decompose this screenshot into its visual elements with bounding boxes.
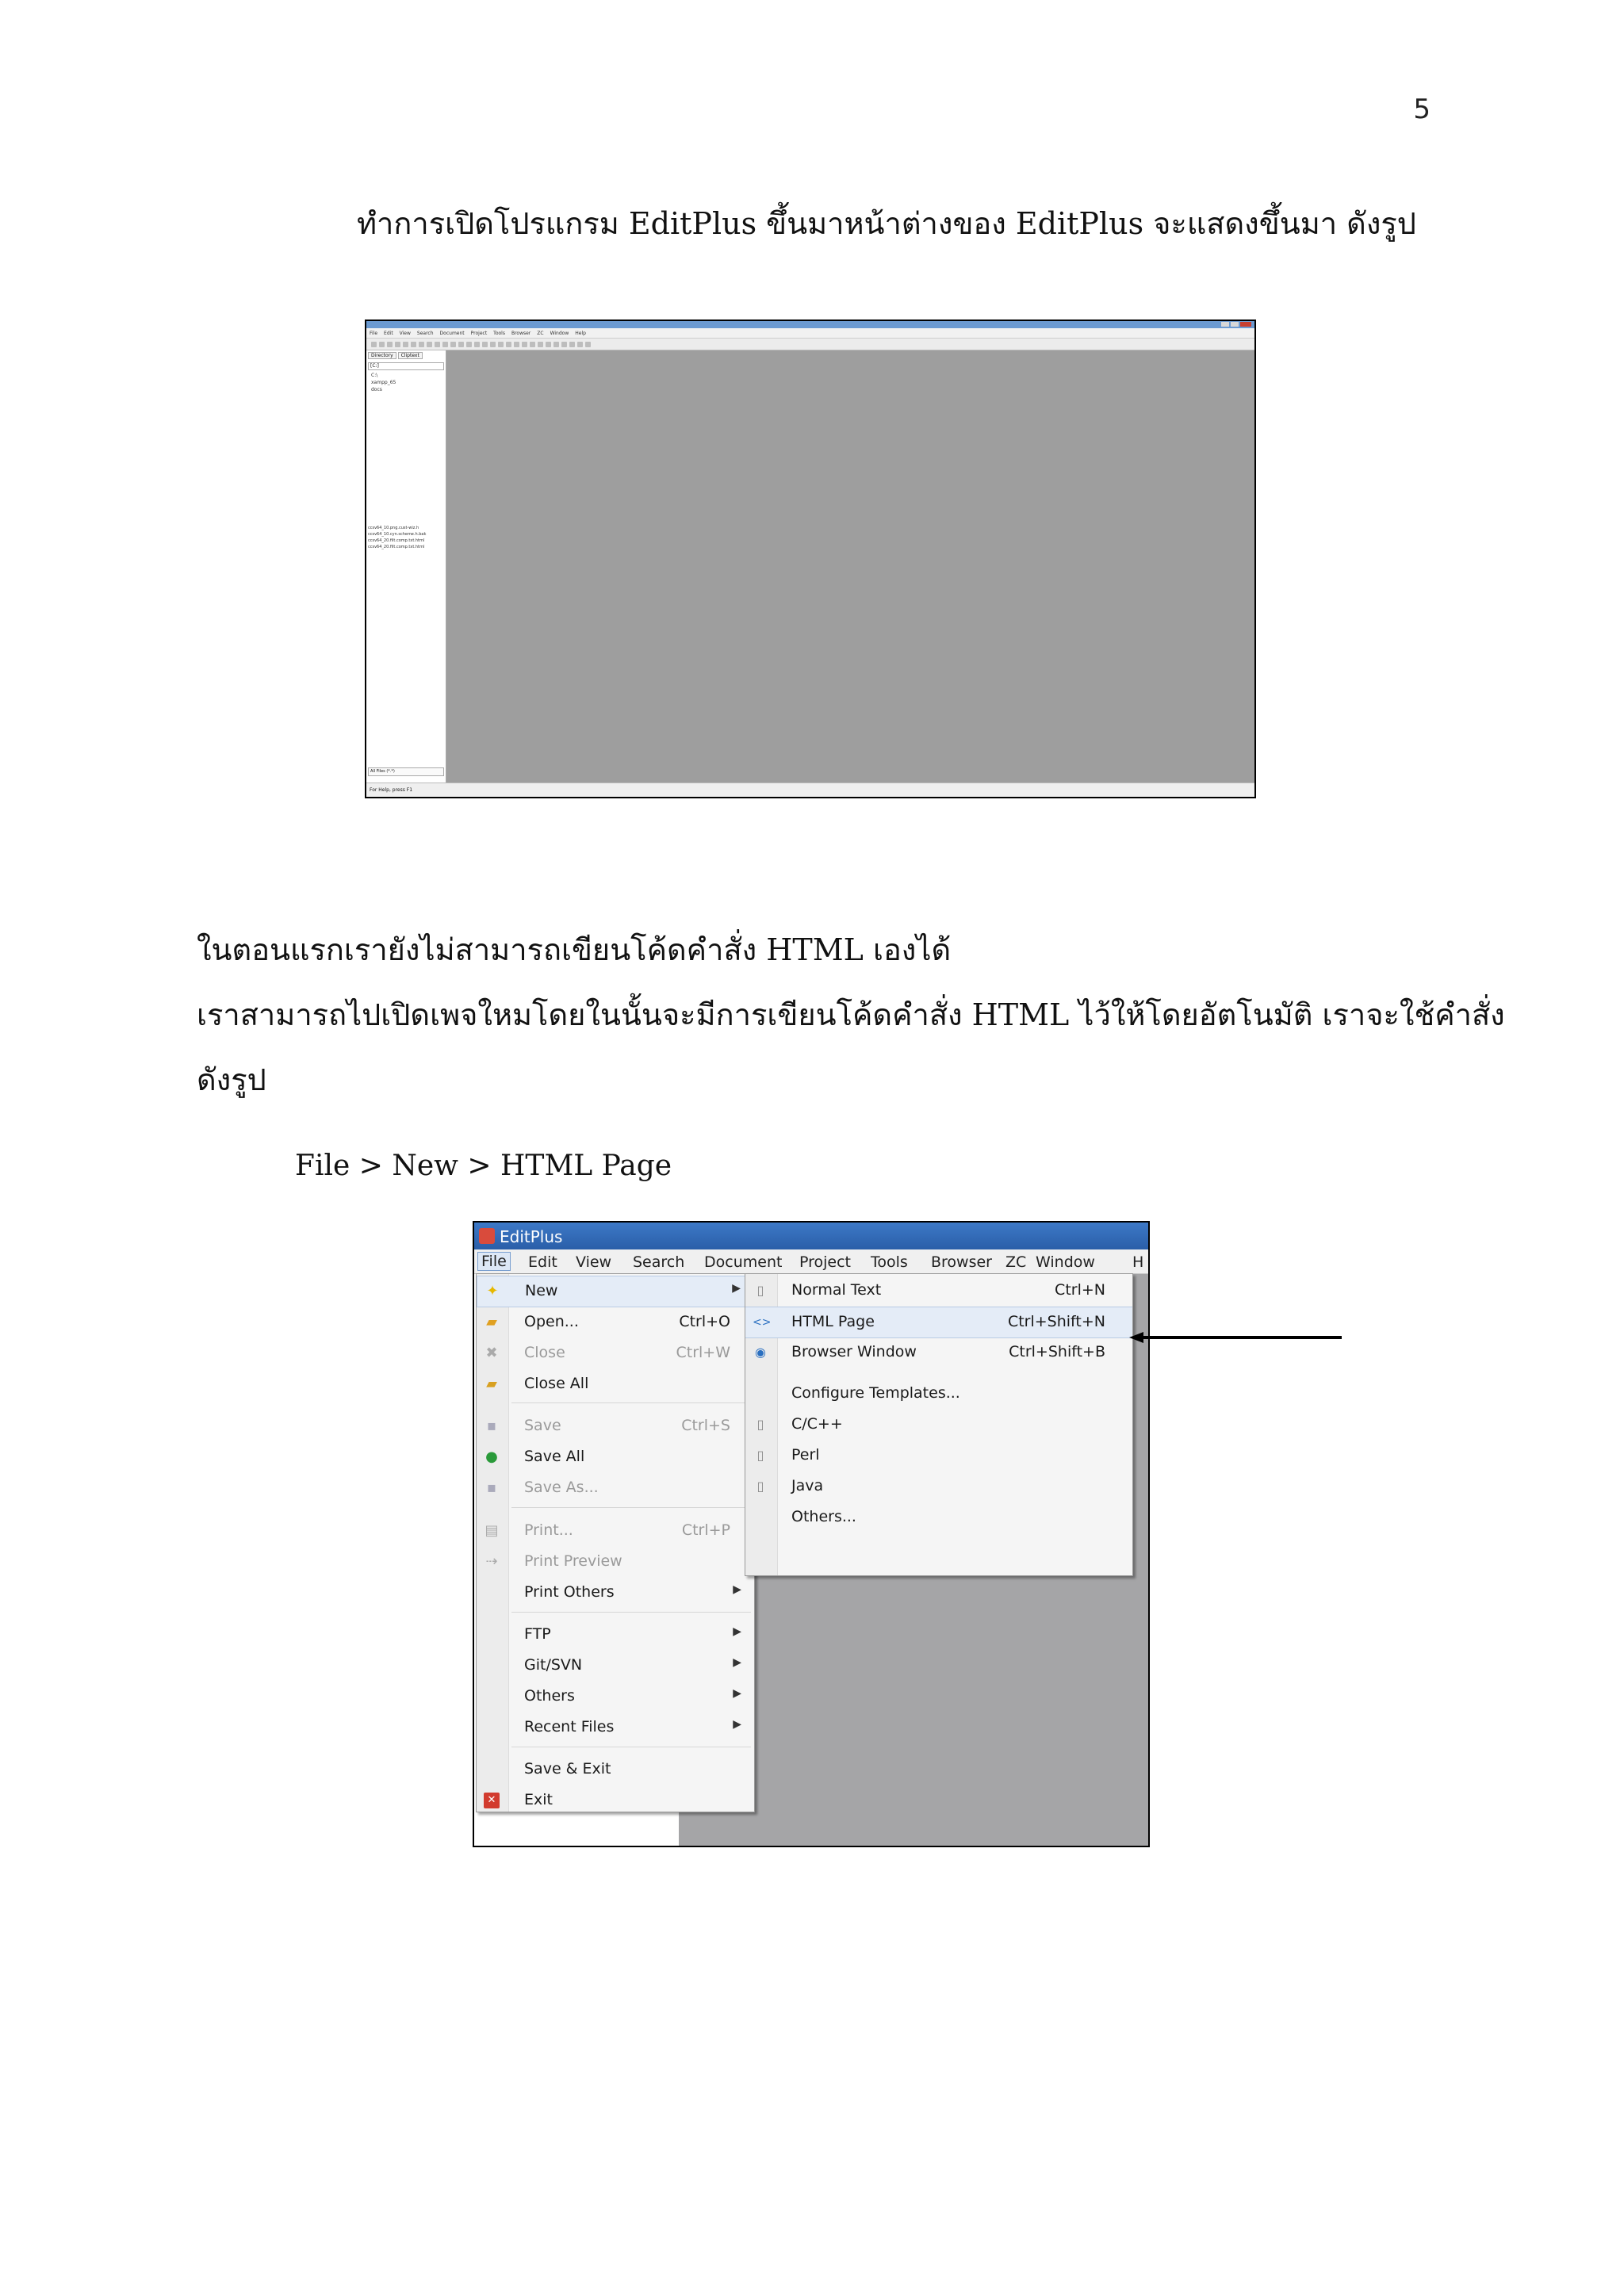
menu-item-print-others[interactable]: Print Others ▶: [524, 1583, 741, 1601]
ruler-icon[interactable]: [490, 342, 496, 347]
menu-item-print[interactable]: ▤ Print... Ctrl+P: [485, 1521, 730, 1539]
menu-item-cpp[interactable]: ▯ C/C++: [745, 1410, 1132, 1440]
tree-item[interactable]: xampp_65: [371, 380, 396, 385]
menu-item-close[interactable]: ✖ Close Ctrl+W: [477, 1338, 754, 1368]
window-title: EditPlus: [500, 1227, 563, 1246]
cut-icon[interactable]: [419, 342, 424, 347]
submenu-arrow-icon: ▶: [733, 1718, 741, 1731]
print-icon[interactable]: [403, 342, 408, 347]
document-icon: ▯: [756, 1448, 764, 1463]
menu-item-open[interactable]: ▰ Open... Ctrl+O: [477, 1307, 754, 1337]
open-folder-icon: ▰: [486, 1314, 497, 1330]
editor-area: [446, 350, 1254, 783]
browser-icon[interactable]: [506, 342, 511, 347]
menu-browser[interactable]: Browser: [511, 330, 531, 336]
intro-text: ทำการเปิดโปรแกรม EditPlus ขึ้นมาหน้าต่างของ EditPlus จะแสดงขึ้นมา ดังรูป: [357, 206, 1416, 241]
menu-item-close-all[interactable]: ▰ Close All: [477, 1369, 754, 1399]
tool-icon[interactable]: [538, 342, 543, 347]
tool-icon[interactable]: [569, 342, 575, 347]
menu-item-save-as[interactable]: ▪ Save As...: [477, 1473, 754, 1503]
menu-bar: [474, 1249, 1148, 1274]
file-item[interactable]: ccsv64_10.cyn.scheme.h.bak: [368, 532, 427, 537]
menu-bar: [366, 328, 1254, 339]
tool-icon[interactable]: [546, 342, 551, 347]
wrap-icon[interactable]: [482, 342, 488, 347]
open-icon[interactable]: [379, 342, 385, 347]
exit-icon: ✕: [484, 1793, 500, 1808]
file-dropdown-menu: [476, 1273, 755, 1812]
drive-select[interactable]: [C:]: [368, 362, 444, 370]
save-icon[interactable]: [387, 342, 393, 347]
submenu-arrow-icon: ▶: [733, 1625, 741, 1638]
tool-icon[interactable]: [585, 342, 591, 347]
maximize-icon[interactable]: [1231, 322, 1239, 327]
menu-item-save[interactable]: ▪ Save Ctrl+S: [477, 1411, 754, 1441]
menu-item-save-exit[interactable]: Save & Exit: [524, 1760, 611, 1777]
file-item[interactable]: ccsv64_20.filt.comp.txt.html: [368, 538, 425, 543]
menu-item-html-page[interactable]: <> HTML Page Ctrl+Shift+N: [745, 1307, 1132, 1338]
submenu-arrow-icon: ▶: [733, 1687, 741, 1700]
menu-search[interactable]: Search: [633, 1253, 685, 1271]
spell-icon[interactable]: [514, 342, 519, 347]
menu-window[interactable]: Window: [550, 330, 569, 336]
document-icon: ▯: [756, 1479, 764, 1494]
menu-help[interactable]: H: [1132, 1253, 1144, 1271]
close-icon: ✖: [485, 1345, 498, 1361]
close-icon[interactable]: [1240, 322, 1251, 327]
menu-document[interactable]: Document: [439, 330, 465, 336]
file-filter-select[interactable]: All Files (*.*): [368, 767, 444, 776]
menu-file[interactable]: File: [477, 1252, 511, 1271]
tab-directory[interactable]: Directory: [368, 352, 396, 359]
copy-icon[interactable]: [427, 342, 432, 347]
pointer-arrow-icon: [1129, 1332, 1343, 1343]
menu-project[interactable]: Project: [799, 1253, 852, 1271]
redo-icon[interactable]: [450, 342, 456, 347]
tab-cliptext[interactable]: Cliptext: [398, 352, 423, 359]
editplus-window-screenshot: [365, 320, 1256, 798]
menu-item-new[interactable]: ✦ New ▶: [477, 1276, 754, 1307]
menu-item-recent-files[interactable]: Recent Files ▶: [524, 1718, 741, 1735]
minimize-icon[interactable]: [1221, 322, 1229, 327]
menu-project[interactable]: Project: [470, 330, 488, 336]
folder-tree: [366, 372, 446, 393]
tree-item[interactable]: docs: [371, 387, 382, 392]
save-as-icon: ▪: [486, 1479, 497, 1496]
print-icon: ▤: [485, 1522, 499, 1539]
menu-item-ftp[interactable]: FTP ▶: [524, 1625, 741, 1643]
menu-browser[interactable]: Browser: [931, 1253, 992, 1271]
print-preview-icon: ⇢: [485, 1553, 498, 1570]
html-icon: <>: [753, 1316, 772, 1329]
submenu-arrow-icon: ▶: [732, 1282, 741, 1295]
menu-item-save-all[interactable]: ● Save All: [477, 1442, 754, 1472]
save-icon: ▪: [486, 1418, 497, 1434]
file-list: [368, 525, 426, 550]
find-icon[interactable]: [458, 342, 464, 347]
tool-icon[interactable]: [553, 342, 559, 347]
tree-item[interactable]: C:\: [371, 373, 378, 378]
menu-item-others-templates[interactable]: Others...: [791, 1508, 856, 1525]
new-file-icon: ✦: [486, 1283, 499, 1299]
directory-sidebar: [366, 350, 446, 783]
menu-edit[interactable]: Edit: [384, 330, 393, 336]
file-item[interactable]: ccsv64_20.filt.comp.txt.html: [368, 545, 425, 549]
menu-item-exit[interactable]: ✕ Exit: [477, 1785, 754, 1816]
menu-zc[interactable]: ZC: [537, 330, 544, 336]
menu-item-normal-text[interactable]: ▯ Normal Text Ctrl+N: [745, 1276, 1132, 1306]
menu-item-browser-window[interactable]: ◉ Browser Window Ctrl+Shift+B: [745, 1337, 1132, 1368]
paragraph-line: ในตอนแรกเรายังไม่สามารถเขียนโค้ดคำสั่ง HTML เองได้: [197, 932, 952, 967]
menu-item-git-svn[interactable]: Git/SVN ▶: [524, 1656, 741, 1674]
tool-icon[interactable]: [561, 342, 567, 347]
menu-search[interactable]: Search: [416, 330, 434, 336]
tool-icon[interactable]: [530, 342, 535, 347]
undo-icon[interactable]: [442, 342, 448, 347]
font-icon[interactable]: [474, 342, 480, 347]
menu-help[interactable]: Help: [575, 330, 586, 336]
paragraph-line: เราสามารถไปเปิดเพจใหมโดยในนั้นจะมีการเขียนโค้ดคำสั่ง HTML ไว้ให้โดยอัตโนมัติ เราจะใช้คำสั่ง: [197, 997, 1505, 1032]
page-number: 5: [1413, 94, 1431, 125]
file-menu-screenshot: [473, 1221, 1150, 1847]
editplus-app-icon: [479, 1228, 495, 1244]
menu-item-perl[interactable]: ▯ Perl: [745, 1441, 1132, 1471]
new-icon[interactable]: [371, 342, 377, 347]
save-all-icon: ●: [485, 1448, 498, 1465]
document-icon: ▯: [756, 1283, 764, 1298]
menu-item-others[interactable]: Others ▶: [524, 1687, 741, 1705]
paste-icon[interactable]: [435, 342, 440, 347]
replace-icon[interactable]: [466, 342, 472, 347]
menu-tools[interactable]: Tools: [493, 330, 505, 336]
menu-view[interactable]: View: [576, 1253, 612, 1271]
menu-document[interactable]: Document: [704, 1253, 783, 1271]
menu-item-configure-templates[interactable]: Configure Templates...: [791, 1384, 960, 1402]
menu-item-java[interactable]: ▯ Java: [745, 1471, 1132, 1502]
tool-icon[interactable]: [577, 342, 583, 347]
html-toolbar-icon[interactable]: [522, 342, 527, 347]
document-icon: ▯: [756, 1417, 764, 1432]
menu-edit[interactable]: Edit: [528, 1253, 557, 1271]
status-bar: For Help, press F1: [366, 783, 1254, 797]
toolbar: [366, 339, 1254, 350]
menu-view[interactable]: View: [399, 330, 411, 336]
line-number-icon[interactable]: [498, 342, 504, 347]
browser-icon: ◉: [755, 1345, 766, 1360]
preview-icon[interactable]: [411, 342, 416, 347]
save-all-icon[interactable]: [395, 342, 400, 347]
title-bar: [366, 321, 1254, 328]
title-bar: [474, 1223, 1148, 1249]
paragraph-line: ดังรูป: [197, 1062, 266, 1097]
submenu-arrow-icon: ▶: [733, 1656, 741, 1669]
new-submenu: [745, 1273, 1133, 1576]
menu-path-text: File > New > HTML Page: [295, 1150, 672, 1182]
menu-window[interactable]: Window: [1036, 1253, 1095, 1271]
file-item[interactable]: ccsv64_10.png.cust-wiz.h: [368, 526, 419, 530]
close-all-icon: ▰: [486, 1376, 497, 1392]
submenu-arrow-icon: ▶: [733, 1583, 741, 1596]
menu-file[interactable]: File: [370, 330, 378, 336]
menu-zc[interactable]: ZC: [1005, 1253, 1027, 1271]
menu-item-print-preview[interactable]: ⇢ Print Preview: [477, 1547, 754, 1577]
menu-tools[interactable]: Tools: [871, 1253, 908, 1271]
